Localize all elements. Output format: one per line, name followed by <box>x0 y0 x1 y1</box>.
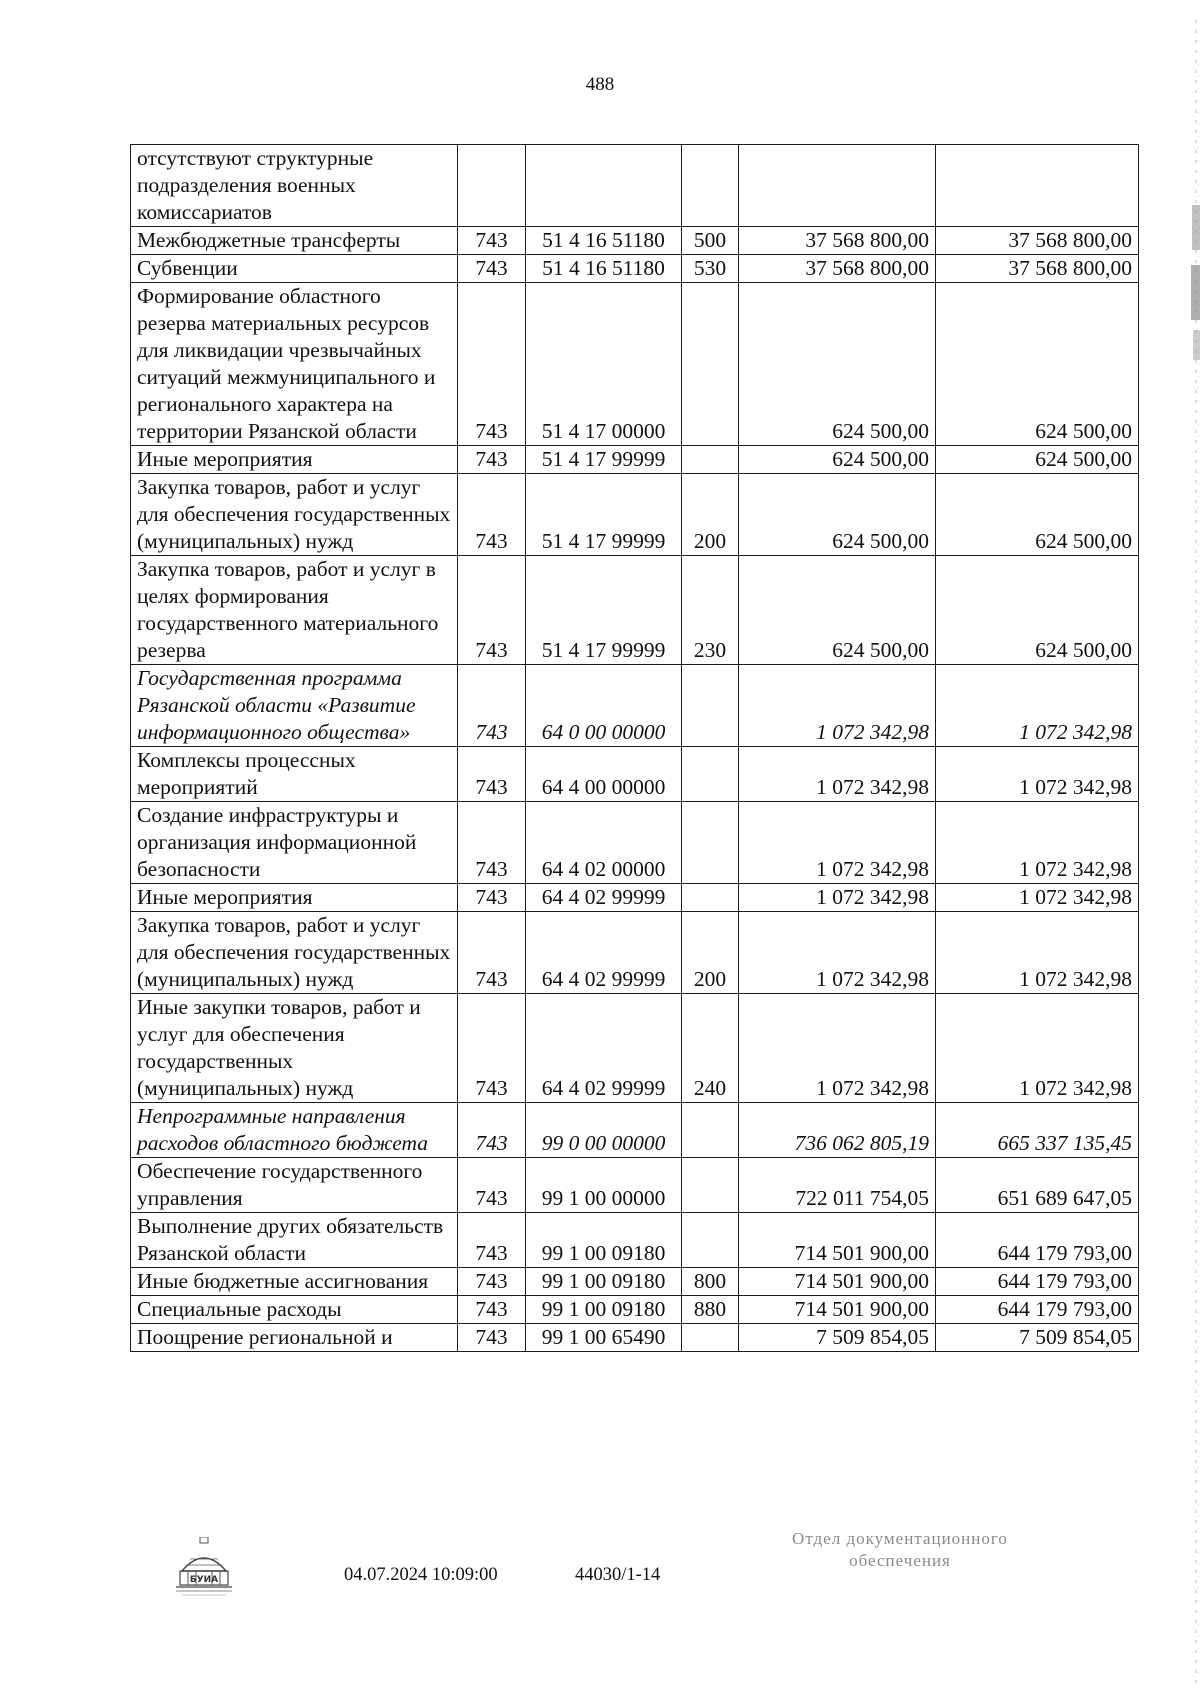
cell-sum2: 1 072 342,98 <box>936 747 1139 802</box>
table-row <box>131 446 1139 474</box>
cell-csr: 51 4 17 00000 <box>526 283 682 446</box>
table-row <box>131 1103 1139 1158</box>
cell-sum1: 722 011 754,05 <box>739 1158 936 1213</box>
cell-gr: 743 <box>458 747 526 802</box>
footer-datetime: 04.07.2024 10:09:00 <box>344 1565 498 1585</box>
table-row <box>131 884 1139 912</box>
cell-name: Обеспечение государственного управления <box>131 1158 458 1213</box>
table-row <box>131 665 1139 747</box>
cell-sum1: 37 568 800,00 <box>739 227 936 255</box>
cell-sum1: 7 509 854,05 <box>739 1324 936 1352</box>
cell-csr: 99 1 00 09180 <box>526 1213 682 1268</box>
cell-sum2: 624 500,00 <box>936 556 1139 665</box>
cell-sum1: 624 500,00 <box>739 556 936 665</box>
cell-gr: 743 <box>458 884 526 912</box>
cell-vr <box>682 446 739 474</box>
cell-vr <box>682 884 739 912</box>
table-row <box>131 283 1139 446</box>
cell-sum1: 37 568 800,00 <box>739 255 936 283</box>
cell-sum1: 1 072 342,98 <box>739 884 936 912</box>
stamp-line-1: Отдел документационного <box>792 1529 1008 1548</box>
cell-sum1: 624 500,00 <box>739 446 936 474</box>
cell-sum2: 644 179 793,00 <box>936 1296 1139 1324</box>
cell-gr: 743 <box>458 556 526 665</box>
page-number: 488 <box>585 74 615 95</box>
cell-vr <box>682 145 739 227</box>
department-stamp <box>760 1528 1040 1572</box>
table-row <box>131 747 1139 802</box>
cell-gr: 743 <box>458 912 526 994</box>
cell-name: Закупка товаров, работ и услуг в целях формирования государственного материального резерва <box>131 556 458 665</box>
cell-sum2: 37 568 800,00 <box>936 255 1139 283</box>
cell-gr: 743 <box>458 1324 526 1352</box>
cell-csr: 64 4 02 00000 <box>526 802 682 884</box>
cell-sum1: 624 500,00 <box>739 283 936 446</box>
cell-name: отсутствуют структурные подразделения военных комиссариатов <box>131 145 458 227</box>
table-row <box>131 474 1139 556</box>
cell-sum1: 714 501 900,00 <box>739 1268 936 1296</box>
cell-sum2: 7 509 854,05 <box>936 1324 1139 1352</box>
cell-gr: 743 <box>458 283 526 446</box>
cell-csr: 99 1 00 00000 <box>526 1158 682 1213</box>
cell-sum2: 644 179 793,00 <box>936 1268 1139 1296</box>
cell-gr: 743 <box>458 1158 526 1213</box>
table-row <box>131 1296 1139 1324</box>
cell-name: Специальные расходы <box>131 1296 458 1324</box>
scan-edge-artifact <box>1176 0 1200 1695</box>
table-row <box>131 145 1139 227</box>
cell-name: Поощрение региональной и <box>131 1324 458 1352</box>
cell-vr: 800 <box>682 1268 739 1296</box>
cell-name: Государственная программа Рязанской области «Развитие информационного общества» <box>131 665 458 747</box>
cell-sum2: 1 072 342,98 <box>936 802 1139 884</box>
cell-name: Иные закупки товаров, работ и услуг для обеспечения государственных (муниципальных) нужд <box>131 994 458 1103</box>
table-row <box>131 1213 1139 1268</box>
cell-gr: 743 <box>458 474 526 556</box>
cell-name: Иные мероприятия <box>131 884 458 912</box>
cell-name: Закупка товаров, работ и услуг для обеспечения государственных (муниципальных) нужд <box>131 474 458 556</box>
cell-gr: 743 <box>458 1103 526 1158</box>
table-row <box>131 227 1139 255</box>
cell-sum1: 1 072 342,98 <box>739 747 936 802</box>
cell-csr: 64 4 00 00000 <box>526 747 682 802</box>
archive-logo-text: БУИА <box>189 1575 219 1585</box>
cell-sum1: 1 072 342,98 <box>739 912 936 994</box>
cell-sum2: 624 500,00 <box>936 283 1139 446</box>
cell-sum2: 1 072 342,98 <box>936 884 1139 912</box>
cell-vr: 200 <box>682 912 739 994</box>
cell-vr <box>682 665 739 747</box>
cell-name: Иные бюджетные ассигнования <box>131 1268 458 1296</box>
table-row <box>131 1268 1139 1296</box>
cell-gr: 743 <box>458 994 526 1103</box>
table-row <box>131 1324 1139 1352</box>
cell-name: Субвенции <box>131 255 458 283</box>
cell-csr: 51 4 17 99999 <box>526 556 682 665</box>
cell-vr <box>682 1324 739 1352</box>
cell-gr: 743 <box>458 255 526 283</box>
cell-vr <box>682 1103 739 1158</box>
cell-name: Иные мероприятия <box>131 446 458 474</box>
cell-vr: 500 <box>682 227 739 255</box>
cell-sum2: 644 179 793,00 <box>936 1213 1139 1268</box>
cell-vr <box>682 747 739 802</box>
cell-sum2: 1 072 342,98 <box>936 994 1139 1103</box>
cell-csr: 64 4 02 99999 <box>526 912 682 994</box>
cell-sum1 <box>739 145 936 227</box>
cell-csr: 64 4 02 99999 <box>526 884 682 912</box>
cell-gr <box>458 145 526 227</box>
cell-sum1: 624 500,00 <box>739 474 936 556</box>
cell-csr <box>526 145 682 227</box>
cell-csr: 51 4 17 99999 <box>526 474 682 556</box>
table-row <box>131 556 1139 665</box>
cell-sum1: 1 072 342,98 <box>739 994 936 1103</box>
cell-sum2: 1 072 342,98 <box>936 912 1139 994</box>
cell-sum2: 624 500,00 <box>936 446 1139 474</box>
cell-vr <box>682 1158 739 1213</box>
cell-vr <box>682 1213 739 1268</box>
cell-csr: 51 4 17 99999 <box>526 446 682 474</box>
cell-vr: 880 <box>682 1296 739 1324</box>
cell-name: Выполнение других обязательств Рязанской области <box>131 1213 458 1268</box>
cell-vr: 200 <box>682 474 739 556</box>
table-row <box>131 994 1139 1103</box>
cell-vr: 230 <box>682 556 739 665</box>
cell-vr <box>682 283 739 446</box>
cell-sum2 <box>936 145 1139 227</box>
cell-sum2: 1 072 342,98 <box>936 665 1139 747</box>
cell-sum1: 714 501 900,00 <box>739 1213 936 1268</box>
cell-name: Создание инфраструктуры и организация информационной безопасности <box>131 802 458 884</box>
cell-gr: 743 <box>458 802 526 884</box>
cell-gr: 743 <box>458 1213 526 1268</box>
cell-csr: 51 4 16 51180 <box>526 227 682 255</box>
footer-doc-number: 44030/1-14 <box>575 1565 661 1585</box>
cell-csr: 99 1 00 09180 <box>526 1296 682 1324</box>
table-row <box>131 802 1139 884</box>
cell-csr: 64 0 00 00000 <box>526 665 682 747</box>
cell-sum1: 1 072 342,98 <box>739 665 936 747</box>
cell-gr: 743 <box>458 1296 526 1324</box>
cell-sum2: 37 568 800,00 <box>936 227 1139 255</box>
cell-sum2: 624 500,00 <box>936 474 1139 556</box>
cell-csr: 99 1 00 65490 <box>526 1324 682 1352</box>
cell-sum1: 714 501 900,00 <box>739 1296 936 1324</box>
cell-name: Комплексы процессных мероприятий <box>131 747 458 802</box>
budget-table <box>130 144 1139 1352</box>
cell-vr: 240 <box>682 994 739 1103</box>
cell-csr: 99 1 00 09180 <box>526 1268 682 1296</box>
cell-sum1: 1 072 342,98 <box>739 802 936 884</box>
cell-gr: 743 <box>458 1268 526 1296</box>
cell-sum2: 665 337 135,45 <box>936 1103 1139 1158</box>
cell-csr: 64 4 02 99999 <box>526 994 682 1103</box>
cell-vr <box>682 802 739 884</box>
table-row <box>131 255 1139 283</box>
cell-name: Формирование областного резерва материальных ресурсов для ликвидации чрезвычайных ситуаций межмуниципального и регионального характера на территории Рязанской области <box>131 283 458 446</box>
cell-vr: 530 <box>682 255 739 283</box>
stamp-line-2: обеспечения <box>849 1551 951 1570</box>
table-row <box>131 912 1139 994</box>
archive-logo <box>172 1537 236 1597</box>
cell-name: Закупка товаров, работ и услуг для обеспечения государственных (муниципальных) нужд <box>131 912 458 994</box>
cell-csr: 51 4 16 51180 <box>526 255 682 283</box>
cell-name: Межбюджетные трансферты <box>131 227 458 255</box>
cell-sum1: 736 062 805,19 <box>739 1103 936 1158</box>
cell-gr: 743 <box>458 227 526 255</box>
cell-sum2: 651 689 647,05 <box>936 1158 1139 1213</box>
cell-gr: 743 <box>458 446 526 474</box>
cell-name: Непрограммные направления расходов областного бюджета <box>131 1103 458 1158</box>
table-row <box>131 1158 1139 1213</box>
cell-csr: 99 0 00 00000 <box>526 1103 682 1158</box>
budget-table-body <box>131 145 1139 1352</box>
cell-gr: 743 <box>458 665 526 747</box>
